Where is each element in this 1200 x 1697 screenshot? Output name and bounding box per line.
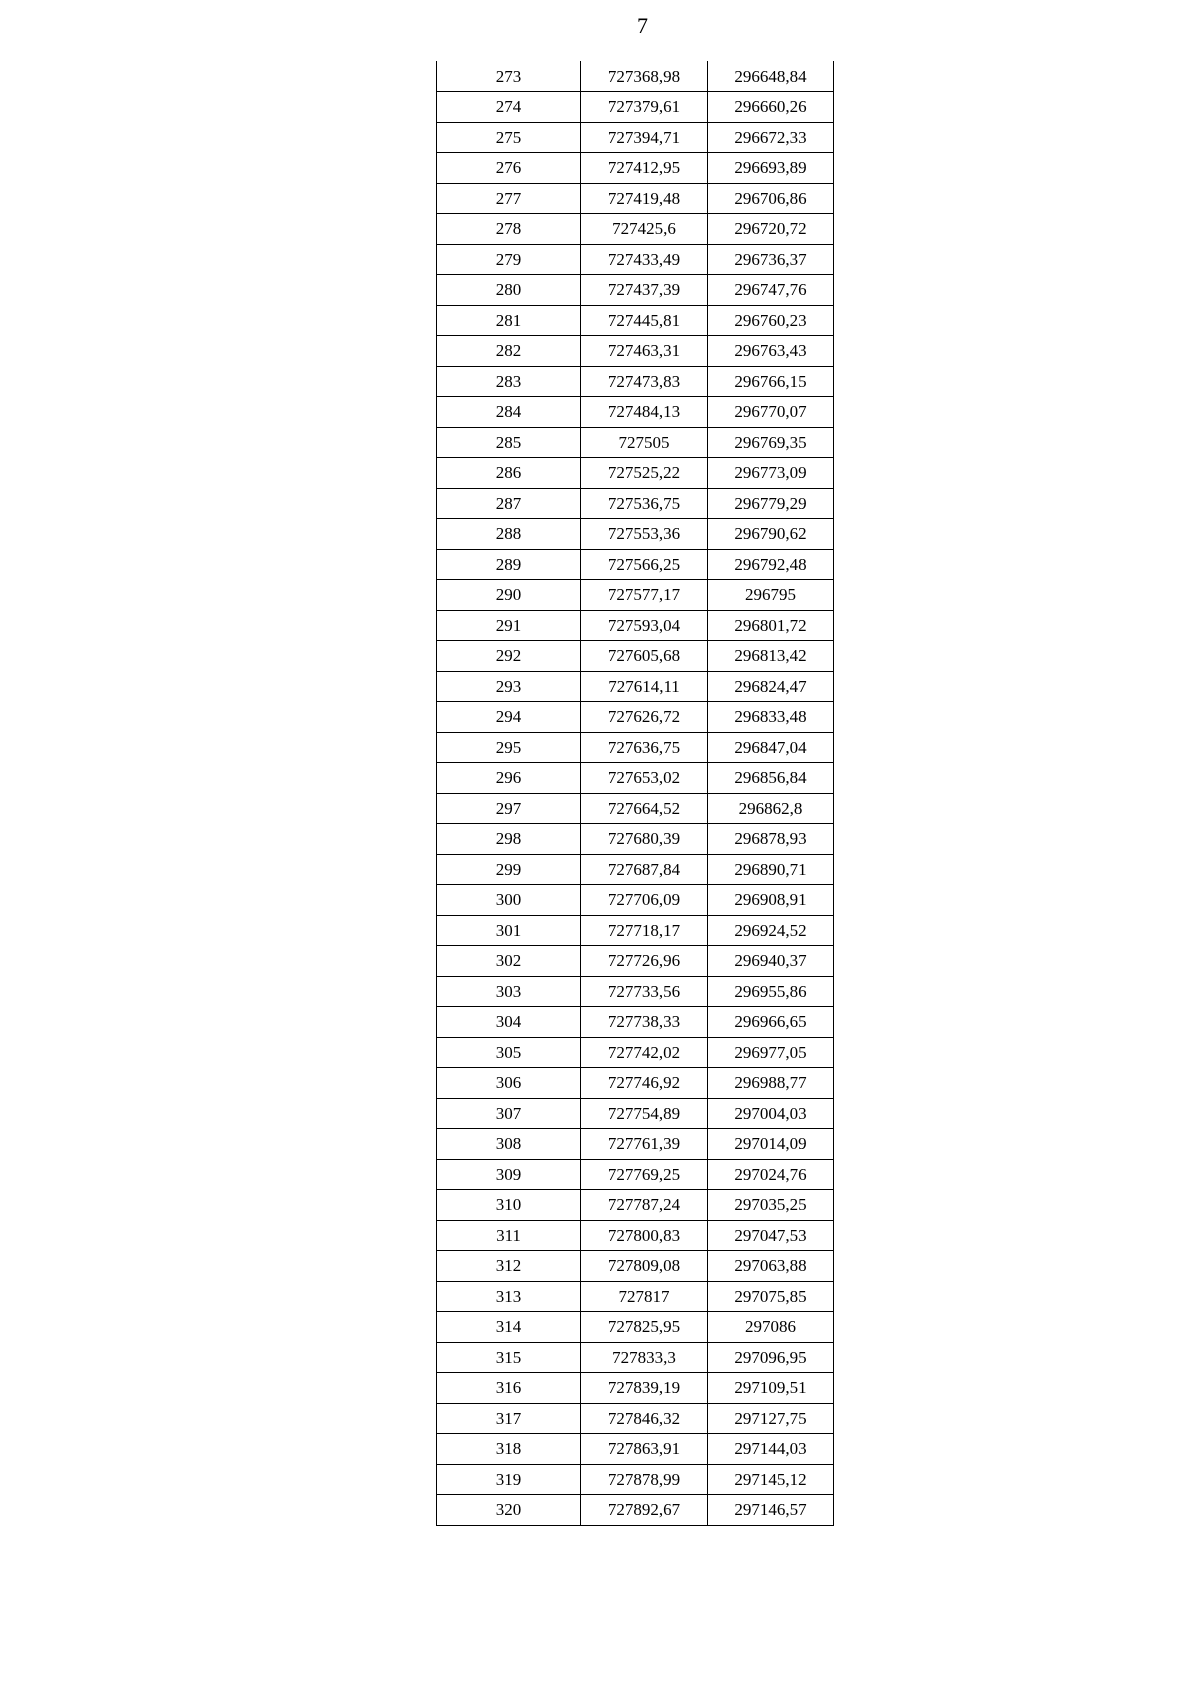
y-coordinate-cell: 297075,85	[708, 1281, 834, 1312]
point-number-cell: 300	[437, 885, 581, 916]
x-coordinate-cell: 727746,92	[581, 1068, 708, 1099]
y-coordinate-cell: 296790,62	[708, 519, 834, 550]
point-number-cell: 315	[437, 1342, 581, 1373]
table-row	[437, 122, 834, 153]
point-number-cell: 318	[437, 1434, 581, 1465]
table-row	[437, 61, 834, 92]
x-coordinate-cell: 727505	[581, 427, 708, 458]
point-number-cell: 273	[437, 61, 581, 92]
y-coordinate-cell: 296824,47	[708, 671, 834, 702]
x-coordinate-cell: 727726,96	[581, 946, 708, 977]
x-coordinate-cell: 727394,71	[581, 122, 708, 153]
x-coordinate-cell: 727839,19	[581, 1373, 708, 1404]
point-number-cell: 307	[437, 1098, 581, 1129]
x-coordinate-cell: 727878,99	[581, 1464, 708, 1495]
y-coordinate-cell: 296747,76	[708, 275, 834, 306]
y-coordinate-cell: 296792,48	[708, 549, 834, 580]
point-number-cell: 310	[437, 1190, 581, 1221]
x-coordinate-cell: 727379,61	[581, 92, 708, 123]
x-coordinate-cell: 727742,02	[581, 1037, 708, 1068]
y-coordinate-cell: 297145,12	[708, 1464, 834, 1495]
table-row	[437, 641, 834, 672]
x-coordinate-cell: 727754,89	[581, 1098, 708, 1129]
table-row	[437, 549, 834, 580]
y-coordinate-cell: 296706,86	[708, 183, 834, 214]
x-coordinate-cell: 727525,22	[581, 458, 708, 489]
y-coordinate-cell: 296988,77	[708, 1068, 834, 1099]
table-row	[437, 610, 834, 641]
coordinates-table	[436, 61, 834, 1526]
table-row	[437, 1312, 834, 1343]
table-row	[437, 793, 834, 824]
x-coordinate-cell: 727733,56	[581, 976, 708, 1007]
x-coordinate-cell: 727536,75	[581, 488, 708, 519]
point-number-cell: 280	[437, 275, 581, 306]
table-row	[437, 580, 834, 611]
table-row	[437, 702, 834, 733]
point-number-cell: 303	[437, 976, 581, 1007]
table-row	[437, 671, 834, 702]
x-coordinate-cell: 727687,84	[581, 854, 708, 885]
point-number-cell: 297	[437, 793, 581, 824]
y-coordinate-cell: 296977,05	[708, 1037, 834, 1068]
point-number-cell: 276	[437, 153, 581, 184]
point-number-cell: 285	[437, 427, 581, 458]
x-coordinate-cell: 727577,17	[581, 580, 708, 611]
table-row	[437, 1098, 834, 1129]
x-coordinate-cell: 727800,83	[581, 1220, 708, 1251]
x-coordinate-cell: 727809,08	[581, 1251, 708, 1282]
point-number-cell: 286	[437, 458, 581, 489]
point-number-cell: 308	[437, 1129, 581, 1160]
point-number-cell: 296	[437, 763, 581, 794]
x-coordinate-cell: 727817	[581, 1281, 708, 1312]
x-coordinate-cell: 727680,39	[581, 824, 708, 855]
point-number-cell: 288	[437, 519, 581, 550]
y-coordinate-cell: 297035,25	[708, 1190, 834, 1221]
x-coordinate-cell: 727738,33	[581, 1007, 708, 1038]
y-coordinate-cell: 296660,26	[708, 92, 834, 123]
y-coordinate-cell: 296847,04	[708, 732, 834, 763]
x-coordinate-cell: 727787,24	[581, 1190, 708, 1221]
y-coordinate-cell: 296736,37	[708, 244, 834, 275]
point-number-cell: 295	[437, 732, 581, 763]
point-number-cell: 283	[437, 366, 581, 397]
table-row	[437, 519, 834, 550]
coordinates-table-body	[437, 61, 834, 1525]
point-number-cell: 279	[437, 244, 581, 275]
table-row	[437, 1129, 834, 1160]
table-row	[437, 1373, 834, 1404]
y-coordinate-cell: 296672,33	[708, 122, 834, 153]
y-coordinate-cell: 297146,57	[708, 1495, 834, 1526]
x-coordinate-cell: 727368,98	[581, 61, 708, 92]
x-coordinate-cell: 727437,39	[581, 275, 708, 306]
y-coordinate-cell: 297144,03	[708, 1434, 834, 1465]
x-coordinate-cell: 727636,75	[581, 732, 708, 763]
point-number-cell: 282	[437, 336, 581, 367]
table-row	[437, 1281, 834, 1312]
table-row	[437, 1220, 834, 1251]
point-number-cell: 293	[437, 671, 581, 702]
table-row	[437, 1495, 834, 1526]
x-coordinate-cell: 727825,95	[581, 1312, 708, 1343]
table-row	[437, 1159, 834, 1190]
table-row	[437, 397, 834, 428]
point-number-cell: 320	[437, 1495, 581, 1526]
point-number-cell: 301	[437, 915, 581, 946]
point-number-cell: 299	[437, 854, 581, 885]
y-coordinate-cell: 297063,88	[708, 1251, 834, 1282]
x-coordinate-cell: 727445,81	[581, 305, 708, 336]
point-number-cell: 284	[437, 397, 581, 428]
table-row	[437, 244, 834, 275]
x-coordinate-cell: 727833,3	[581, 1342, 708, 1373]
x-coordinate-cell: 727892,67	[581, 1495, 708, 1526]
table-row	[437, 946, 834, 977]
x-coordinate-cell: 727566,25	[581, 549, 708, 580]
x-coordinate-cell: 727593,04	[581, 610, 708, 641]
y-coordinate-cell: 296801,72	[708, 610, 834, 641]
y-coordinate-cell: 296890,71	[708, 854, 834, 885]
point-number-cell: 316	[437, 1373, 581, 1404]
table-row	[437, 275, 834, 306]
table-row	[437, 366, 834, 397]
point-number-cell: 275	[437, 122, 581, 153]
page-number: 7	[637, 13, 648, 38]
y-coordinate-cell: 297096,95	[708, 1342, 834, 1373]
x-coordinate-cell: 727553,36	[581, 519, 708, 550]
x-coordinate-cell: 727412,95	[581, 153, 708, 184]
point-number-cell: 314	[437, 1312, 581, 1343]
point-number-cell: 292	[437, 641, 581, 672]
table-row	[437, 1068, 834, 1099]
y-coordinate-cell: 296908,91	[708, 885, 834, 916]
y-coordinate-cell: 296940,37	[708, 946, 834, 977]
point-number-cell: 289	[437, 549, 581, 580]
point-number-cell: 305	[437, 1037, 581, 1068]
table-row	[437, 824, 834, 855]
point-number-cell: 312	[437, 1251, 581, 1282]
y-coordinate-cell: 296693,89	[708, 153, 834, 184]
y-coordinate-cell: 296856,84	[708, 763, 834, 794]
y-coordinate-cell: 296955,86	[708, 976, 834, 1007]
y-coordinate-cell: 296763,43	[708, 336, 834, 367]
y-coordinate-cell: 296720,72	[708, 214, 834, 245]
x-coordinate-cell: 727761,39	[581, 1129, 708, 1160]
table-row	[437, 214, 834, 245]
y-coordinate-cell: 296862,8	[708, 793, 834, 824]
table-row	[437, 885, 834, 916]
table-row	[437, 458, 834, 489]
x-coordinate-cell: 727718,17	[581, 915, 708, 946]
table-row	[437, 92, 834, 123]
point-number-cell: 290	[437, 580, 581, 611]
x-coordinate-cell: 727614,11	[581, 671, 708, 702]
x-coordinate-cell: 727419,48	[581, 183, 708, 214]
table-row	[437, 1403, 834, 1434]
x-coordinate-cell: 727425,6	[581, 214, 708, 245]
point-number-cell: 319	[437, 1464, 581, 1495]
y-coordinate-cell: 296833,48	[708, 702, 834, 733]
x-coordinate-cell: 727484,13	[581, 397, 708, 428]
point-number-cell: 317	[437, 1403, 581, 1434]
point-number-cell: 313	[437, 1281, 581, 1312]
point-number-cell: 277	[437, 183, 581, 214]
table-row	[437, 1464, 834, 1495]
point-number-cell: 298	[437, 824, 581, 855]
point-number-cell: 281	[437, 305, 581, 336]
point-number-cell: 306	[437, 1068, 581, 1099]
point-number-cell: 278	[437, 214, 581, 245]
x-coordinate-cell: 727664,52	[581, 793, 708, 824]
y-coordinate-cell: 296924,52	[708, 915, 834, 946]
y-coordinate-cell: 296760,23	[708, 305, 834, 336]
x-coordinate-cell: 727863,91	[581, 1434, 708, 1465]
table-row	[437, 427, 834, 458]
y-coordinate-cell: 296779,29	[708, 488, 834, 519]
table-row	[437, 488, 834, 519]
table-row	[437, 732, 834, 763]
y-coordinate-cell: 296878,93	[708, 824, 834, 855]
x-coordinate-cell: 727605,68	[581, 641, 708, 672]
table-row	[437, 305, 834, 336]
table-row	[437, 763, 834, 794]
x-coordinate-cell: 727769,25	[581, 1159, 708, 1190]
y-coordinate-cell: 296648,84	[708, 61, 834, 92]
y-coordinate-cell: 297004,03	[708, 1098, 834, 1129]
y-coordinate-cell: 297086	[708, 1312, 834, 1343]
x-coordinate-cell: 727846,32	[581, 1403, 708, 1434]
table-row	[437, 1007, 834, 1038]
point-number-cell: 311	[437, 1220, 581, 1251]
table-row	[437, 1251, 834, 1282]
y-coordinate-cell: 296813,42	[708, 641, 834, 672]
y-coordinate-cell: 297014,09	[708, 1129, 834, 1160]
x-coordinate-cell: 727473,83	[581, 366, 708, 397]
table-row	[437, 153, 834, 184]
y-coordinate-cell: 297047,53	[708, 1220, 834, 1251]
y-coordinate-cell: 297024,76	[708, 1159, 834, 1190]
table-row	[437, 915, 834, 946]
y-coordinate-cell: 296769,35	[708, 427, 834, 458]
point-number-cell: 287	[437, 488, 581, 519]
y-coordinate-cell: 296773,09	[708, 458, 834, 489]
table-row	[437, 854, 834, 885]
y-coordinate-cell: 297109,51	[708, 1373, 834, 1404]
x-coordinate-cell: 727706,09	[581, 885, 708, 916]
point-number-cell: 274	[437, 92, 581, 123]
x-coordinate-cell: 727626,72	[581, 702, 708, 733]
table-row	[437, 1037, 834, 1068]
table-row	[437, 1342, 834, 1373]
y-coordinate-cell: 296766,15	[708, 366, 834, 397]
x-coordinate-cell: 727653,02	[581, 763, 708, 794]
table-row	[437, 1434, 834, 1465]
table-row	[437, 1190, 834, 1221]
y-coordinate-cell: 297127,75	[708, 1403, 834, 1434]
point-number-cell: 294	[437, 702, 581, 733]
table-row	[437, 336, 834, 367]
table-row	[437, 976, 834, 1007]
y-coordinate-cell: 296966,65	[708, 1007, 834, 1038]
point-number-cell: 291	[437, 610, 581, 641]
x-coordinate-cell: 727463,31	[581, 336, 708, 367]
point-number-cell: 309	[437, 1159, 581, 1190]
y-coordinate-cell: 296795	[708, 580, 834, 611]
point-number-cell: 302	[437, 946, 581, 977]
point-number-cell: 304	[437, 1007, 581, 1038]
x-coordinate-cell: 727433,49	[581, 244, 708, 275]
table-row	[437, 183, 834, 214]
y-coordinate-cell: 296770,07	[708, 397, 834, 428]
